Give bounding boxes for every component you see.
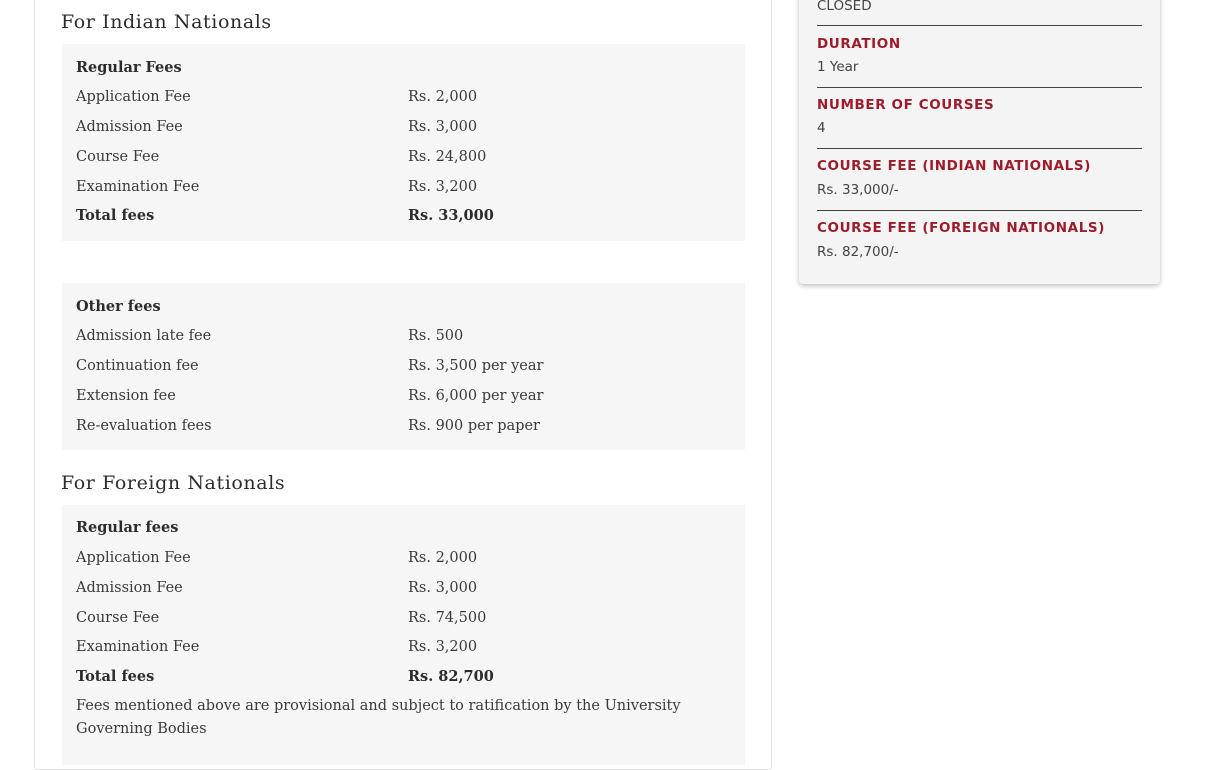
fee-label: Examination Fee — [76, 179, 200, 195]
total-fee-value: Rs. 33,000 — [408, 207, 494, 224]
fee-row — [76, 547, 736, 569]
indian-regular-fees-title: Regular Fees — [76, 59, 182, 76]
status-value: CLOSED — [817, 0, 872, 14]
course-summary-card — [799, 0, 1160, 284]
fee-label: Admission Fee — [76, 119, 183, 135]
fee-value: Rs. 2,000 — [408, 89, 478, 105]
total-fee-label: Total fees — [76, 207, 155, 224]
fee-row — [76, 325, 736, 347]
summary-item-fee-foreign — [817, 210, 1142, 272]
fee-value: Rs. 3,000 — [408, 119, 478, 135]
fee-row — [76, 607, 736, 629]
fee-value: Rs. 6,000 per year — [408, 388, 544, 404]
summary-key: COURSE FEE (INDIAN NATIONALS) — [817, 158, 1091, 174]
indian-other-fees-box — [62, 283, 745, 450]
fee-row — [76, 415, 736, 437]
fee-label: Extension fee — [76, 388, 176, 404]
fee-label: Course Fee — [76, 610, 160, 626]
fee-row — [76, 385, 736, 407]
fee-row — [76, 636, 736, 658]
total-fee-value: Rs. 82,700 — [408, 668, 494, 685]
indian-other-fees-title: Other fees — [76, 298, 161, 315]
summary-key: DURATION — [817, 36, 901, 52]
fee-value: Rs. 3,200 — [408, 639, 478, 655]
summary-key: COURSE FEE (FOREIGN NATIONALS) — [817, 220, 1105, 236]
summary-item-duration — [817, 26, 1142, 88]
fee-value: Rs. 2,000 — [408, 550, 478, 566]
indian-regular-fees-box — [62, 44, 745, 241]
foreign-regular-fees-title: Regular fees — [76, 519, 179, 536]
fee-row — [76, 86, 736, 108]
fee-label: Re-evaluation fees — [76, 418, 212, 434]
fee-value: Rs. 24,800 — [408, 149, 487, 165]
summary-value: 1 Year — [817, 59, 859, 75]
indian-nationals-heading: For Indian Nationals — [61, 11, 272, 33]
fee-label: Continuation fee — [76, 358, 199, 374]
fee-row — [76, 355, 736, 377]
fee-label: Examination Fee — [76, 639, 200, 655]
summary-key: NUMBER OF COURSES — [817, 97, 995, 113]
fee-row — [76, 116, 736, 138]
fee-row — [76, 146, 736, 168]
summary-value: Rs. 33,000/- — [817, 182, 899, 198]
fee-label: Application Fee — [76, 89, 191, 105]
total-fee-label: Total fees — [76, 668, 155, 685]
fee-value: Rs. 3,500 per year — [408, 358, 544, 374]
summary-value: Rs. 82,700/- — [817, 244, 899, 260]
fee-label: Course Fee — [76, 149, 160, 165]
fee-disclaimer-note: Fees mentioned above are provisional and subject to ratification by the University Governing Bodies — [76, 698, 681, 737]
summary-item-fee-indian — [817, 148, 1142, 210]
fee-value: Rs. 500 — [408, 328, 464, 344]
fee-value: Rs. 900 per paper — [408, 418, 540, 434]
summary-item-status — [817, 0, 1142, 26]
fee-label: Admission Fee — [76, 580, 183, 596]
total-fee-row — [76, 666, 736, 688]
fee-row — [76, 577, 736, 599]
fee-value: Rs. 74,500 — [408, 610, 487, 626]
fee-value: Rs. 3,000 — [408, 580, 478, 596]
summary-item-number-of-courses — [817, 87, 1142, 149]
fee-label: Application Fee — [76, 550, 191, 566]
summary-value: 4 — [817, 120, 826, 136]
foreign-regular-fees-box — [62, 505, 745, 765]
fee-value: Rs. 3,200 — [408, 179, 478, 195]
foreign-nationals-heading: For Foreign Nationals — [61, 472, 286, 494]
total-fee-row — [76, 205, 736, 227]
fee-row — [76, 176, 736, 198]
fee-label: Admission late fee — [76, 328, 212, 344]
